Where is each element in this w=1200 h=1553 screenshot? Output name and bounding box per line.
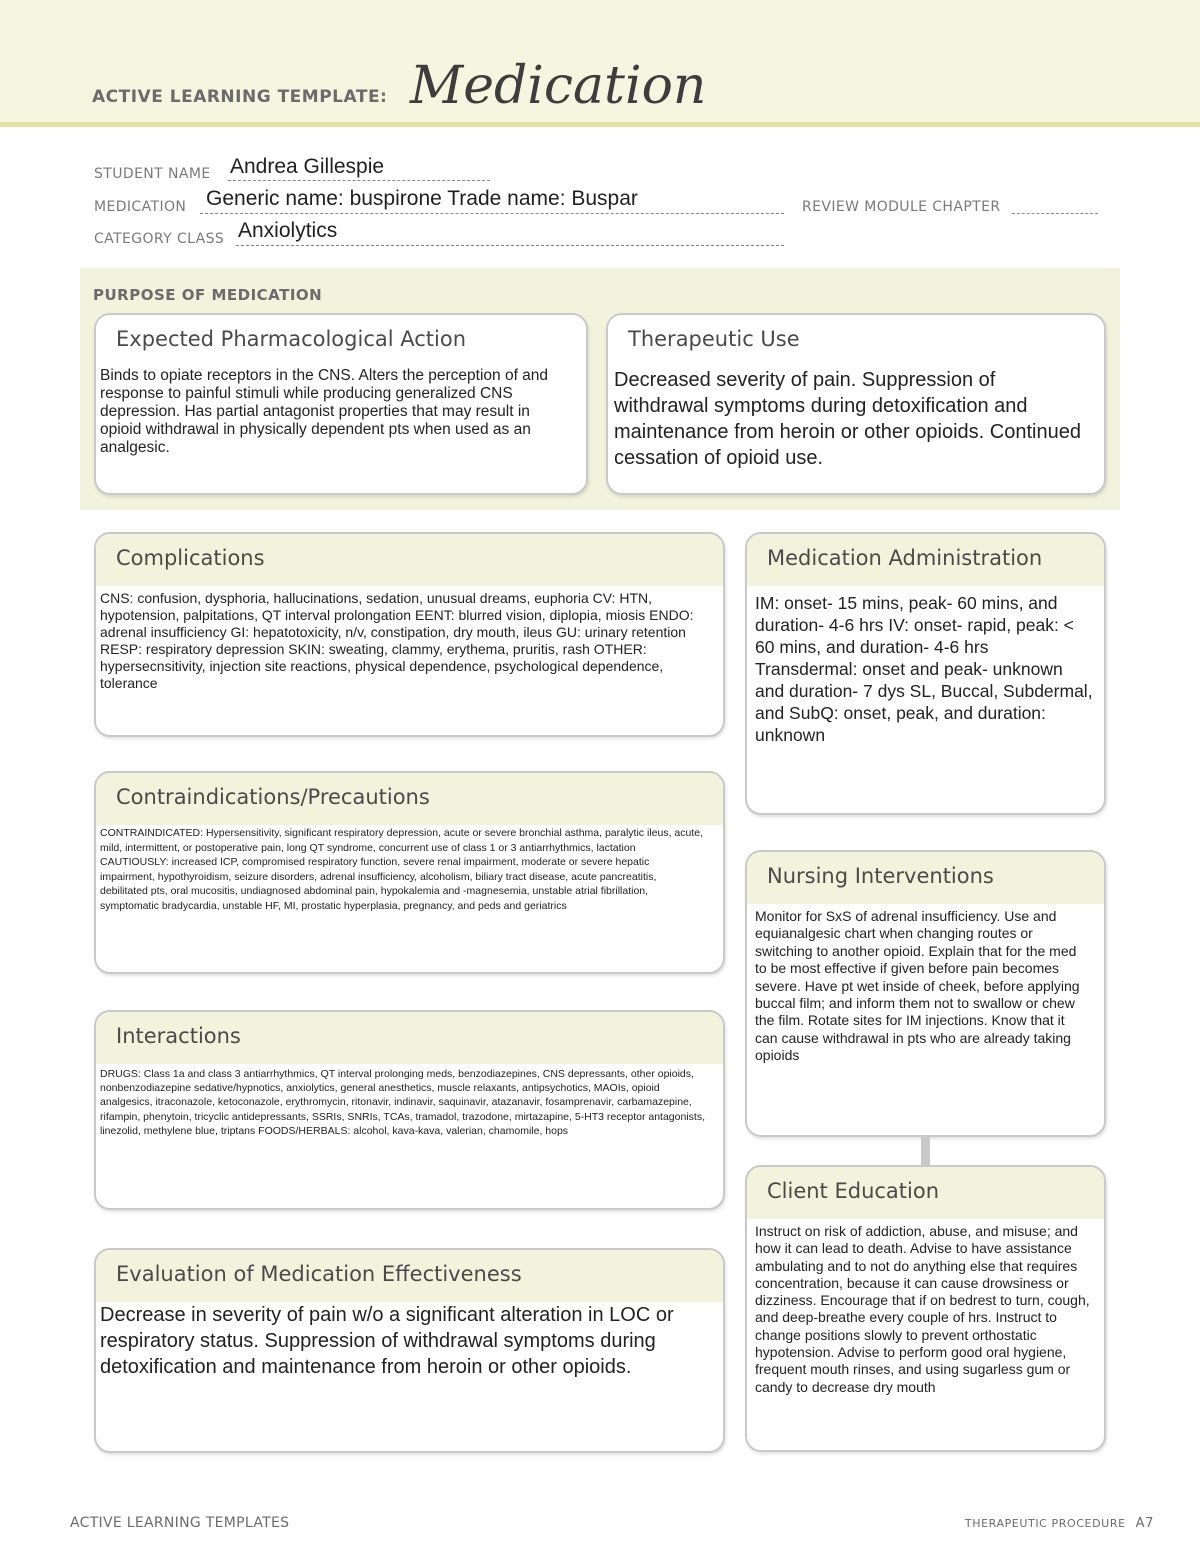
client-education-box xyxy=(745,1165,1106,1452)
evaluation-box xyxy=(94,1248,725,1453)
expected-action-title: Expected Pharmacological Action xyxy=(96,315,586,367)
complications-text[interactable]: CNS: confusion, dysphoria, hallucinations, sedation, unusual dreams, euphoria CV: HTN, hypotension, palpitations, QT interval prolongation EENT: blurred vision, diplopia, miosis ENDO: adrenal insufficiency GI: hepatotoxicity, n/v, constipation, dry mouth, ileus GU: urinary retention RESP: respiratory depression SKIN: sweating, clammy, erythema, pruritis, rash OTHER: hypersecnsitivity, injection site reactions, physical dependence, psychological dependence, tolerance xyxy=(100,590,694,691)
category-class-line xyxy=(236,245,784,246)
footer-left: ACTIVE LEARNING TEMPLATES xyxy=(70,1515,290,1531)
administration-text[interactable]: IM: onset- 15 mins, peak- 60 mins, and duration- 4-6 hrs IV: onset- rapid, peak: < 60 mins, and duration- 4-6 hrs Transdermal: onset and peak- unknown and duration- 7 dys SL, Buccal, Subdermal, and SubQ: onset, peak, and duration: unknown xyxy=(755,593,1093,745)
complications-title: Complications xyxy=(96,534,723,586)
page-title: Medication xyxy=(410,56,707,116)
header-divider xyxy=(0,122,1200,127)
footer-right xyxy=(965,1516,1154,1531)
contraindications-box xyxy=(94,771,725,974)
complications-box xyxy=(94,532,725,737)
nursing-interventions-text[interactable]: Monitor for SxS of adrenal insufficiency. Use and equianalgesic chart when changing routes or switching to another opioid. Explain that for the med to be most effective if given before pain becomes severe. Have pt wet inside of cheek, before applying buccal film; and inform them not to swallow or chew the film. Rotate sites for IM injections. Know that it can cause withdrawal in pts who are already taking opioids xyxy=(755,908,1080,1064)
therapeutic-use-text[interactable]: Decreased severity of pain. Suppression of withdrawal symptoms during detoxification and maintenance from heroin or other opioids. Continued cessation of opioid use. xyxy=(614,369,1081,469)
client-education-text[interactable]: Instruct on risk of addiction, abuse, and misuse; and how it can lead to death. Advise to have assistance ambulating and to not do anything else that requires concentration, because it can cause drowsiness or dizziness. Encourage that if on bedrest to turn, cough, and deep-breathe every couple of hrs. Instruct to change positions slowly to prevent orthostatic hypotension. Advise to perform good oral hygiene, frequent mouth rinses, and using sugarless gum or candy to decrease dry mouth xyxy=(755,1223,1090,1395)
contraindications-text[interactable]: CONTRAINDICATED: Hypersensitivity, significant respiratory depression, acute or severe bronchial asthma, paralytic ileus, acute, mild, intermittent, or postoperative pain, long QT syndrome, concurrent use of class 1 or 3 antiarrhythmics, lactation CAUTIOUSLY: increased ICP, compromised respiratory function, severe renal impairment, moderate or severe hepatic impairment, hypothyroidism, seizure disorders, adrenal insufficiency, alcoholism, biliary tract disease, acute pancreatitis, debilitated pts, oral mucositis, undiagnosed abdominal pain, hypokalemia and -magnesemia, unstable atrial fibrillation, symptomatic bradycardia, unstable HF, MI, prostatic hyperplasia, pregnancy, and peds and geriatrics xyxy=(100,827,704,912)
nursing-interventions-box xyxy=(745,850,1106,1137)
footer-section: THERAPEUTIC PROCEDURE xyxy=(964,1517,1126,1530)
evaluation-title: Evaluation of Medication Effectiveness xyxy=(96,1250,723,1302)
therapeutic-use-box xyxy=(606,313,1106,495)
page-number: A7 xyxy=(1135,1516,1154,1531)
review-module-field[interactable] xyxy=(1012,213,1098,214)
box-connector xyxy=(921,1137,930,1165)
medication-field[interactable]: Generic name: buspirone Trade name: Buspar xyxy=(206,187,638,210)
medication-label: MEDICATION xyxy=(94,199,187,215)
student-name-line xyxy=(228,180,490,181)
student-name-label: STUDENT NAME xyxy=(94,166,211,182)
category-class-field[interactable]: Anxiolytics xyxy=(238,219,338,242)
expected-action-text[interactable]: Binds to opiate receptors in the CNS. Alters the perception of and response to painful stimuli while producing generalized CNS depression. Has partial antagonist properties that may result in opioid withdrawal in physically dependent pts when used as an analgesic. xyxy=(100,367,549,456)
purpose-title: PURPOSE OF MEDICATION xyxy=(93,286,323,304)
contraindications-title: Contraindications/Precautions xyxy=(96,773,723,825)
evaluation-text[interactable]: Decrease in severity of pain w/o a significant alteration in LOC or respiratory status. Suppression of withdrawal symptoms during detoxification and maintenance from heroin or other opioids. xyxy=(100,1304,674,1378)
interactions-box xyxy=(94,1010,725,1210)
category-class-label: CATEGORY CLASS xyxy=(94,231,225,247)
student-name-field[interactable]: Andrea Gillespie xyxy=(230,155,385,178)
interactions-text[interactable]: DRUGS: Class 1a and class 3 antiarrhythmics, QT interval prolonging meds, benzodiazepines, CNS depressants, other opioids, nonbenzodiazepine sedative/hypnotics, anxiolytics, general anesthetics, muscle relaxants, antipsychotics, MAOIs, opioid analgesics, itraconazole, ketoconazole, erythromycin, ritonavir, indinavir, saquinavir, atazanavir, fosamprenavir, carbamazepine, rifampin, phenytoin, tricyclic antidepressants, SSRIs, SNRIs, TCAs, tramadol, trazodone, mirtazapine, 5-HT3 receptor antagonists, linezolid, methylene blue, triptans FOODS/HERBALS: alcohol, kava-kava, valerian, chamomile, hops xyxy=(100,1068,705,1137)
administration-box xyxy=(745,532,1106,815)
administration-title: Medication Administration xyxy=(747,534,1104,586)
template-label: ACTIVE LEARNING TEMPLATE: xyxy=(92,87,388,107)
client-education-title: Client Education xyxy=(747,1167,1104,1219)
review-module-label: REVIEW MODULE CHAPTER xyxy=(802,199,1001,215)
therapeutic-use-title: Therapeutic Use xyxy=(608,315,1104,367)
expected-action-box xyxy=(94,313,588,495)
nursing-interventions-title: Nursing Interventions xyxy=(747,852,1104,904)
medication-line xyxy=(200,213,784,214)
interactions-title: Interactions xyxy=(96,1012,723,1064)
